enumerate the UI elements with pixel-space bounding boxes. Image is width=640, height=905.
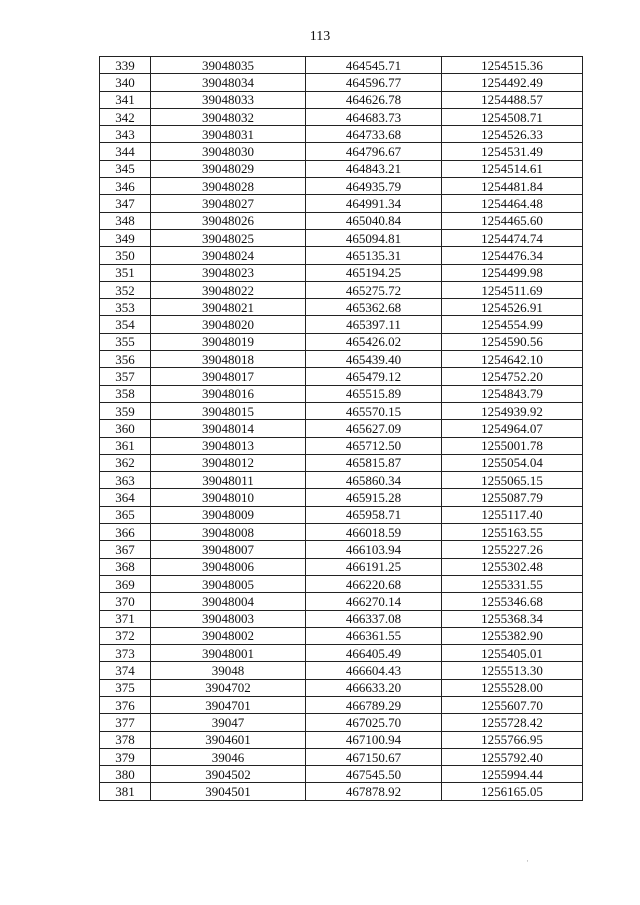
- cell-x-coordinate: 466103.94: [306, 541, 442, 558]
- cell-point-id: 39048028: [151, 178, 306, 195]
- cell-x-coordinate: 465040.84: [306, 212, 442, 229]
- cell-y-coordinate: 1255054.04: [442, 454, 583, 471]
- cell-x-coordinate: 465135.31: [306, 247, 442, 264]
- cell-y-coordinate: 1255117.40: [442, 506, 583, 523]
- cell-x-coordinate: 465479.12: [306, 368, 442, 385]
- table-row: [100, 558, 583, 575]
- cell-y-coordinate: 1254526.33: [442, 126, 583, 143]
- table-row: [100, 489, 583, 506]
- cell-x-coordinate: 466405.49: [306, 645, 442, 662]
- cell-y-coordinate: 1254752.20: [442, 368, 583, 385]
- cell-y-coordinate: 1254481.84: [442, 178, 583, 195]
- cell-y-coordinate: 1255087.79: [442, 489, 583, 506]
- table-row: [100, 402, 583, 419]
- table-row: [100, 627, 583, 644]
- cell-row-number: 368: [100, 558, 151, 575]
- cell-point-id: 39048027: [151, 195, 306, 212]
- cell-row-number: 371: [100, 610, 151, 627]
- cell-x-coordinate: 465362.68: [306, 299, 442, 316]
- cell-row-number: 348: [100, 212, 151, 229]
- table-row: [100, 316, 583, 333]
- cell-y-coordinate: 1254511.69: [442, 281, 583, 298]
- cell-x-coordinate: 465426.02: [306, 333, 442, 350]
- cell-point-id: 39048008: [151, 524, 306, 541]
- cell-y-coordinate: 1254554.99: [442, 316, 583, 333]
- cell-point-id: 39048019: [151, 333, 306, 350]
- cell-row-number: 359: [100, 402, 151, 419]
- cell-point-id: 39048024: [151, 247, 306, 264]
- cell-point-id: 3904702: [151, 679, 306, 696]
- table-row: [100, 748, 583, 765]
- cell-x-coordinate: 465627.09: [306, 420, 442, 437]
- cell-x-coordinate: 466337.08: [306, 610, 442, 627]
- cell-x-coordinate: 466191.25: [306, 558, 442, 575]
- cell-x-coordinate: 467100.94: [306, 731, 442, 748]
- cell-x-coordinate: 466633.20: [306, 679, 442, 696]
- cell-x-coordinate: 464596.77: [306, 74, 442, 91]
- table-row: [100, 437, 583, 454]
- cell-row-number: 340: [100, 74, 151, 91]
- table-row: [100, 195, 583, 212]
- table-row: [100, 368, 583, 385]
- cell-row-number: 365: [100, 506, 151, 523]
- cell-row-number: 378: [100, 731, 151, 748]
- cell-point-id: 39048033: [151, 91, 306, 108]
- table-row: [100, 575, 583, 592]
- table-row: [100, 679, 583, 696]
- table-row: [100, 662, 583, 679]
- cell-row-number: 355: [100, 333, 151, 350]
- cell-row-number: 352: [100, 281, 151, 298]
- cell-y-coordinate: 1255001.78: [442, 437, 583, 454]
- cell-row-number: 350: [100, 247, 151, 264]
- cell-y-coordinate: 1255302.48: [442, 558, 583, 575]
- cell-row-number: 381: [100, 783, 151, 800]
- cell-x-coordinate: 465515.89: [306, 385, 442, 402]
- cell-x-coordinate: 464935.79: [306, 178, 442, 195]
- table-row: [100, 696, 583, 713]
- table-row: [100, 731, 583, 748]
- cell-point-id: 3904701: [151, 696, 306, 713]
- cell-point-id: 39048034: [151, 74, 306, 91]
- cell-point-id: 39048017: [151, 368, 306, 385]
- cell-y-coordinate: 1255382.90: [442, 627, 583, 644]
- cell-row-number: 370: [100, 593, 151, 610]
- cell-row-number: 343: [100, 126, 151, 143]
- cell-row-number: 369: [100, 575, 151, 592]
- cell-x-coordinate: 465094.81: [306, 229, 442, 246]
- cell-y-coordinate: 1254590.56: [442, 333, 583, 350]
- cell-row-number: 360: [100, 420, 151, 437]
- cell-point-id: 39048007: [151, 541, 306, 558]
- cell-row-number: 351: [100, 264, 151, 281]
- cell-y-coordinate: 1254508.71: [442, 108, 583, 125]
- cell-y-coordinate: 1255346.68: [442, 593, 583, 610]
- cell-point-id: 39048009: [151, 506, 306, 523]
- cell-point-id: 39048021: [151, 299, 306, 316]
- cell-row-number: 374: [100, 662, 151, 679]
- cell-point-id: 39048: [151, 662, 306, 679]
- cell-x-coordinate: 464683.73: [306, 108, 442, 125]
- cell-y-coordinate: 1255227.26: [442, 541, 583, 558]
- cell-row-number: 375: [100, 679, 151, 696]
- cell-row-number: 373: [100, 645, 151, 662]
- cell-point-id: 39048030: [151, 143, 306, 160]
- cell-point-id: 39048001: [151, 645, 306, 662]
- cell-point-id: 39048031: [151, 126, 306, 143]
- cell-x-coordinate: 465712.50: [306, 437, 442, 454]
- cell-row-number: 346: [100, 178, 151, 195]
- cell-point-id: 39048025: [151, 229, 306, 246]
- table-row: [100, 247, 583, 264]
- cell-x-coordinate: 465194.25: [306, 264, 442, 281]
- cell-point-id: 39048003: [151, 610, 306, 627]
- cell-point-id: 39048035: [151, 57, 306, 74]
- cell-row-number: 354: [100, 316, 151, 333]
- cell-row-number: 342: [100, 108, 151, 125]
- table-body: [100, 57, 583, 801]
- cell-x-coordinate: 466270.14: [306, 593, 442, 610]
- cell-x-coordinate: 464843.21: [306, 160, 442, 177]
- cell-x-coordinate: 466018.59: [306, 524, 442, 541]
- cell-x-coordinate: 465570.15: [306, 402, 442, 419]
- cell-x-coordinate: 465275.72: [306, 281, 442, 298]
- cell-x-coordinate: 465915.28: [306, 489, 442, 506]
- cell-row-number: 361: [100, 437, 151, 454]
- table-row: [100, 108, 583, 125]
- cell-row-number: 364: [100, 489, 151, 506]
- cell-row-number: 347: [100, 195, 151, 212]
- cell-point-id: 39046: [151, 748, 306, 765]
- cell-y-coordinate: 1254939.92: [442, 402, 583, 419]
- cell-point-id: 39048020: [151, 316, 306, 333]
- table-row: [100, 229, 583, 246]
- cell-x-coordinate: 465958.71: [306, 506, 442, 523]
- cell-point-id: 39048022: [151, 281, 306, 298]
- cell-point-id: 39047: [151, 714, 306, 731]
- cell-y-coordinate: 1254843.79: [442, 385, 583, 402]
- table-row: [100, 126, 583, 143]
- table-row: [100, 783, 583, 800]
- cell-y-coordinate: 1254514.61: [442, 160, 583, 177]
- table-row: [100, 454, 583, 471]
- coordinate-table-container: [99, 56, 583, 801]
- table-row: [100, 420, 583, 437]
- cell-y-coordinate: 1254464.48: [442, 195, 583, 212]
- cell-row-number: 339: [100, 57, 151, 74]
- cell-row-number: 358: [100, 385, 151, 402]
- cell-y-coordinate: 1255513.30: [442, 662, 583, 679]
- cell-row-number: 363: [100, 472, 151, 489]
- cell-point-id: 39048002: [151, 627, 306, 644]
- cell-x-coordinate: 465860.34: [306, 472, 442, 489]
- coordinate-table: [99, 56, 583, 801]
- cell-x-coordinate: 464626.78: [306, 91, 442, 108]
- cell-x-coordinate: 466220.68: [306, 575, 442, 592]
- cell-y-coordinate: 1255065.15: [442, 472, 583, 489]
- cell-x-coordinate: 467878.92: [306, 783, 442, 800]
- cell-y-coordinate: 1254499.98: [442, 264, 583, 281]
- table-row: [100, 299, 583, 316]
- cell-row-number: 380: [100, 766, 151, 783]
- table-row: [100, 160, 583, 177]
- table-row: [100, 472, 583, 489]
- table-row: [100, 178, 583, 195]
- table-row: [100, 143, 583, 160]
- cell-x-coordinate: 464991.34: [306, 195, 442, 212]
- table-row: [100, 541, 583, 558]
- cell-row-number: 372: [100, 627, 151, 644]
- table-row: [100, 610, 583, 627]
- cell-point-id: 39048015: [151, 402, 306, 419]
- cell-row-number: 377: [100, 714, 151, 731]
- cell-x-coordinate: 465439.40: [306, 351, 442, 368]
- cell-y-coordinate: 1254526.91: [442, 299, 583, 316]
- cell-x-coordinate: 466361.55: [306, 627, 442, 644]
- cell-row-number: 353: [100, 299, 151, 316]
- cell-point-id: 39048032: [151, 108, 306, 125]
- cell-point-id: 39048029: [151, 160, 306, 177]
- cell-y-coordinate: 1254476.34: [442, 247, 583, 264]
- cell-point-id: 3904601: [151, 731, 306, 748]
- cell-point-id: 39048011: [151, 472, 306, 489]
- table-row: [100, 281, 583, 298]
- cell-row-number: 356: [100, 351, 151, 368]
- cell-point-id: 39048016: [151, 385, 306, 402]
- cell-point-id: 39048010: [151, 489, 306, 506]
- cell-x-coordinate: 467545.50: [306, 766, 442, 783]
- table-row: [100, 714, 583, 731]
- cell-point-id: 39048012: [151, 454, 306, 471]
- cell-y-coordinate: 1254492.49: [442, 74, 583, 91]
- cell-point-id: 39048004: [151, 593, 306, 610]
- cell-row-number: 344: [100, 143, 151, 160]
- cell-y-coordinate: 1255405.01: [442, 645, 583, 662]
- corner-mark: ·: [526, 856, 529, 866]
- table-row: [100, 74, 583, 91]
- cell-row-number: 367: [100, 541, 151, 558]
- cell-y-coordinate: 1255163.55: [442, 524, 583, 541]
- cell-point-id: 3904501: [151, 783, 306, 800]
- cell-point-id: 3904502: [151, 766, 306, 783]
- cell-row-number: 362: [100, 454, 151, 471]
- cell-point-id: 39048023: [151, 264, 306, 281]
- cell-point-id: 39048013: [151, 437, 306, 454]
- cell-point-id: 39048018: [151, 351, 306, 368]
- cell-row-number: 349: [100, 229, 151, 246]
- table-row: [100, 264, 583, 281]
- cell-point-id: 39048026: [151, 212, 306, 229]
- table-row: [100, 645, 583, 662]
- cell-x-coordinate: 464733.68: [306, 126, 442, 143]
- cell-y-coordinate: 1255368.34: [442, 610, 583, 627]
- page-number: 113: [309, 29, 331, 44]
- table-row: [100, 351, 583, 368]
- table-row: [100, 766, 583, 783]
- cell-row-number: 376: [100, 696, 151, 713]
- table-row: [100, 333, 583, 350]
- cell-x-coordinate: 464796.67: [306, 143, 442, 160]
- cell-row-number: 341: [100, 91, 151, 108]
- cell-point-id: 39048005: [151, 575, 306, 592]
- cell-x-coordinate: 465397.11: [306, 316, 442, 333]
- cell-y-coordinate: 1255331.55: [442, 575, 583, 592]
- cell-y-coordinate: 1255766.95: [442, 731, 583, 748]
- cell-y-coordinate: 1255528.00: [442, 679, 583, 696]
- cell-x-coordinate: 466789.29: [306, 696, 442, 713]
- cell-y-coordinate: 1254515.36: [442, 57, 583, 74]
- table-row: [100, 524, 583, 541]
- cell-x-coordinate: 465815.87: [306, 454, 442, 471]
- cell-y-coordinate: 1255607.70: [442, 696, 583, 713]
- cell-x-coordinate: 464545.71: [306, 57, 442, 74]
- cell-y-coordinate: 1254964.07: [442, 420, 583, 437]
- table-row: [100, 593, 583, 610]
- cell-row-number: 357: [100, 368, 151, 385]
- table-row: [100, 385, 583, 402]
- cell-x-coordinate: 467025.70: [306, 714, 442, 731]
- cell-x-coordinate: 467150.67: [306, 748, 442, 765]
- cell-y-coordinate: 1254642.10: [442, 351, 583, 368]
- cell-y-coordinate: 1255792.40: [442, 748, 583, 765]
- table-row: [100, 506, 583, 523]
- cell-y-coordinate: 1254488.57: [442, 91, 583, 108]
- table-row: [100, 91, 583, 108]
- cell-y-coordinate: 1254531.49: [442, 143, 583, 160]
- cell-y-coordinate: 1256165.05: [442, 783, 583, 800]
- cell-row-number: 366: [100, 524, 151, 541]
- cell-y-coordinate: 1254465.60: [442, 212, 583, 229]
- cell-point-id: 39048006: [151, 558, 306, 575]
- cell-y-coordinate: 1255728.42: [442, 714, 583, 731]
- cell-row-number: 379: [100, 748, 151, 765]
- cell-point-id: 39048014: [151, 420, 306, 437]
- table-row: [100, 212, 583, 229]
- cell-y-coordinate: 1255994.44: [442, 766, 583, 783]
- table-row: [100, 57, 583, 74]
- cell-row-number: 345: [100, 160, 151, 177]
- cell-x-coordinate: 466604.43: [306, 662, 442, 679]
- cell-y-coordinate: 1254474.74: [442, 229, 583, 246]
